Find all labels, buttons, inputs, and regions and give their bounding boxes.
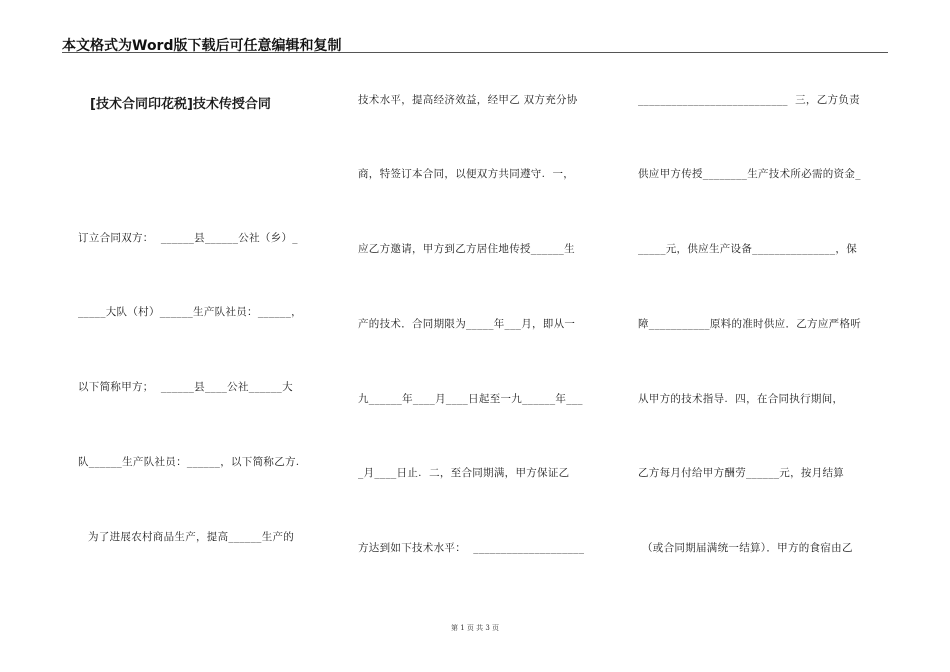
column3-line: 乙方每月付给甲方酬劳______元，按月结算 xyxy=(638,467,845,479)
column1-line: 以下简称甲方； ______县____公社______大 xyxy=(78,381,293,393)
column3-line: 从甲方的技术指导. 四，在合同执行期间， xyxy=(638,393,844,405)
header-title: 本文格式为Word版下载后可任意编辑和复制 xyxy=(62,38,342,54)
column3-line: ___________________________ 三，乙方负责 xyxy=(638,94,860,106)
column3-line: （或合同期届满统一结算）．甲方的食宿由乙 xyxy=(642,542,853,554)
header-divider xyxy=(62,52,888,53)
column3-line: 障___________原料的准时供应．乙方应严格听 xyxy=(638,318,862,330)
column1-line: 订立合同双方： ______县______公社（乡）_ xyxy=(78,232,298,244)
column2-line: 应乙方邀请，甲方到乙方居住地传授______生 xyxy=(358,243,575,255)
column2-line: 方达到如下技术水平： ____________________ xyxy=(358,542,585,554)
column1-line: _____大队（村）______生产队社员：______， xyxy=(78,306,302,318)
column2-line: _月____日止. 二，至合同期满，甲方保证乙 xyxy=(358,467,570,479)
column3-line: _____元，供应生产设备_______________，保 xyxy=(638,243,857,255)
column3-line: 供应甲方传授________生产技术所必需的资金_ xyxy=(638,168,861,180)
column2-line: 九______年____月____日起至一九______年___ xyxy=(358,393,583,405)
page-number-footer: 第 1 页 共 3 页 xyxy=(450,624,500,632)
column2-line: 产的技术．合同期限为_____年___月，即从一 xyxy=(358,318,576,330)
column2-line: 技术水平，提高经济效益，经甲乙 双方充分协 xyxy=(358,94,578,106)
column1-line: 队______生产队社员：______，以下简称乙方. xyxy=(78,456,300,468)
column2-line: 商，特签订本合同，以便双方共同遵守. 一， xyxy=(358,168,575,180)
document-title: [技术合同印花税]技术传授合同 xyxy=(90,97,271,112)
column1-line: 为了进展农村商品生产，提高______生产的 xyxy=(88,531,295,543)
